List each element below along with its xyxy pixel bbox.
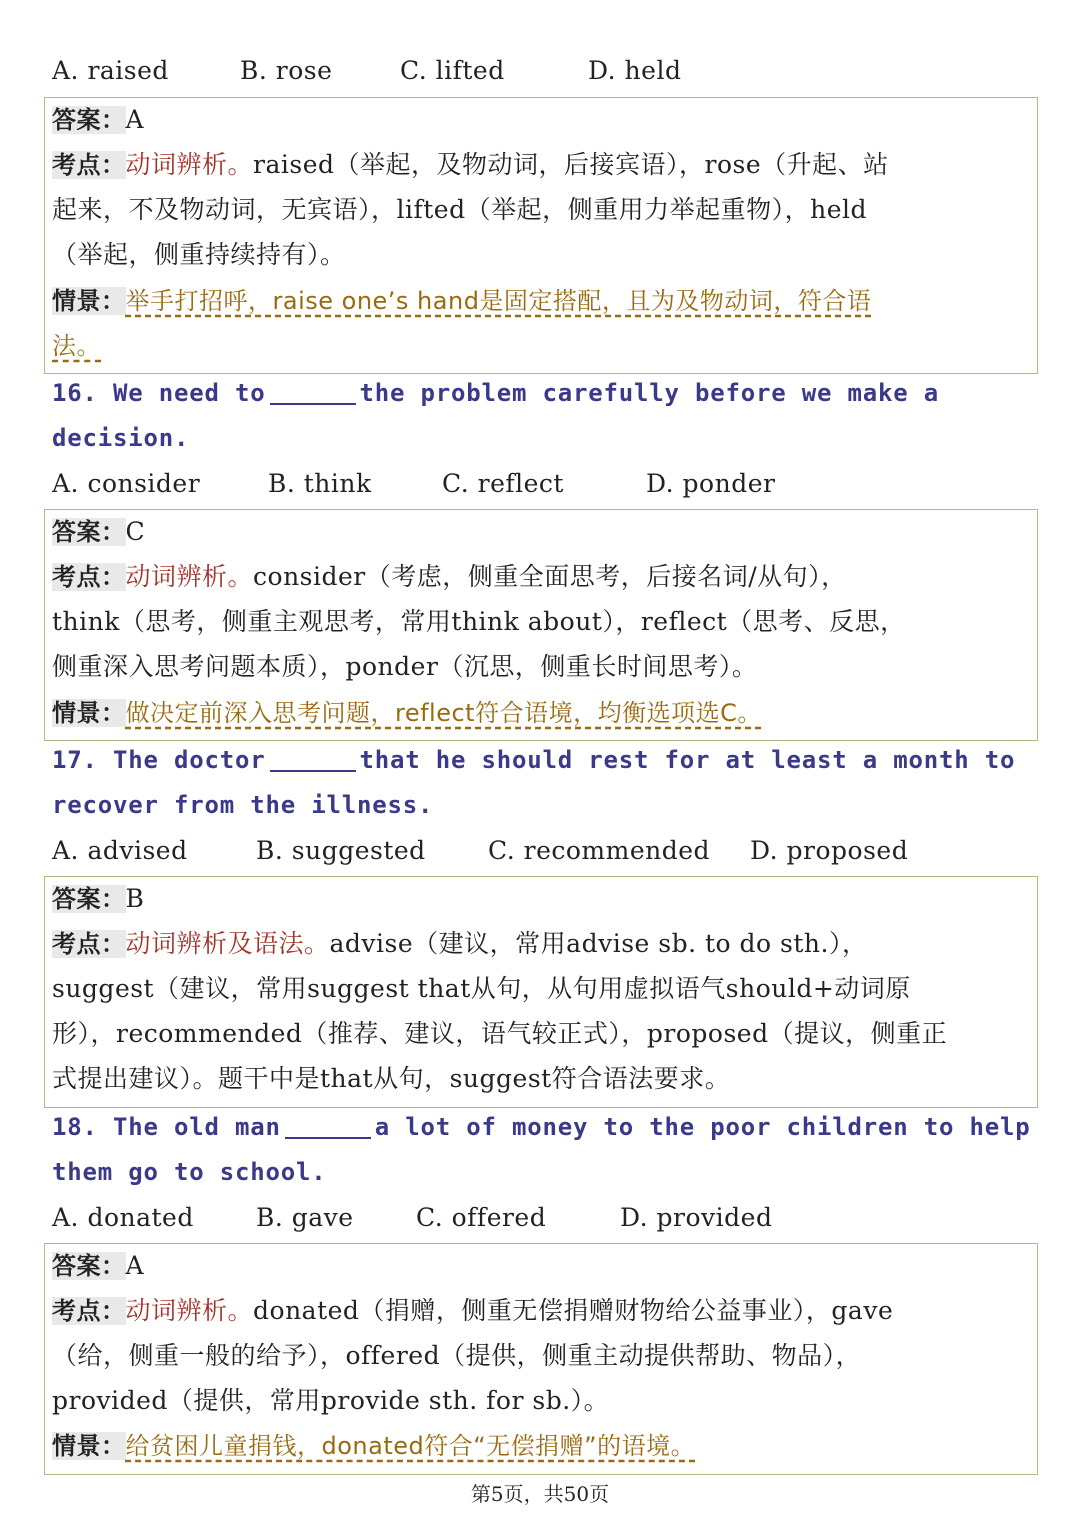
- q18-point-line-3: provided（提供，常用provide sth. for sb.）。: [52, 1386, 610, 1415]
- q16-point-line-3: 侧重深入思考问题本质），ponder（沉思，侧重长时间思考）。: [52, 652, 758, 681]
- answer-label: 答案：: [52, 518, 126, 546]
- answer-value: A: [125, 105, 145, 134]
- q18-answer-line: [52, 1243, 1036, 1288]
- q18-stem-line-1: [52, 1105, 1036, 1150]
- option-c: C. reflect: [442, 469, 564, 498]
- stem-text: the problem carefully before we make a: [359, 379, 939, 407]
- stem-text: 18. The old man: [52, 1113, 281, 1141]
- context-label: 情景：: [52, 287, 126, 315]
- option-b: B. suggested: [256, 836, 426, 865]
- point-category: 动词辨析。: [125, 150, 254, 179]
- context-text: 给贫困儿童捐钱，donated符合“无偿捐赠”的语境。: [125, 1432, 696, 1460]
- context-label: 情景：: [52, 699, 126, 727]
- q18-context-line-1: [52, 1423, 1036, 1468]
- q16-point-line-2: think（思考，侧重主观思考，常用think about），reflect（思考、反思，: [52, 607, 906, 636]
- point-text: raised（举起，及物动词，后接宾语），rose（升起、站: [253, 150, 889, 179]
- option-b: B. rose: [240, 56, 333, 85]
- point-category: 动词辨析。: [125, 562, 254, 591]
- point-category: 动词辨析及语法。: [125, 929, 330, 958]
- option-b: B. think: [268, 469, 372, 498]
- answer-value: B: [125, 884, 145, 913]
- answer-label: 答案：: [52, 106, 126, 134]
- point-label: 考点：: [52, 930, 126, 958]
- option-a: A. raised: [52, 56, 169, 85]
- q16-point-line-1: [52, 554, 1036, 599]
- context-text: 举手打招呼，raise one’s hand是固定搭配，且为及物动词，符合语: [125, 287, 872, 315]
- q17-point-line-3: 形），recommended（推荐、建议，语气较正式），proposed（提议，侧重正: [52, 1019, 948, 1048]
- q16-answer-line: [52, 509, 1036, 554]
- q17-point-line-1: [52, 921, 1036, 966]
- point-text: consider（考虑，侧重全面思考，后接名词/从句），: [253, 562, 847, 591]
- option-c: C. recommended: [488, 836, 711, 865]
- page-footer: 第5页，共50页: [470, 1482, 610, 1506]
- q18-point-line-1: [52, 1288, 1036, 1333]
- answer-blank: [270, 377, 356, 405]
- option-d: D. ponder: [646, 469, 776, 498]
- option-a: A. donated: [52, 1203, 194, 1232]
- option-b: B. gave: [256, 1203, 354, 1232]
- point-label: 考点：: [52, 151, 126, 179]
- q16-stem-line-2: decision.: [52, 424, 190, 452]
- q17-point-line-4: 式提出建议）。题干中是that从句，suggest符合语法要求。: [52, 1064, 731, 1093]
- answer-value: C: [125, 517, 146, 546]
- context-label: 情景：: [52, 1432, 126, 1460]
- option-a: A. advised: [52, 836, 188, 865]
- q17-stem-line-1: [52, 738, 1036, 783]
- q15-point-line-2: 起来，不及物动词，无宾语），lifted（举起，侧重用力举起重物），held: [52, 195, 867, 224]
- q17-answer-line: [52, 876, 1036, 921]
- context-text: 法。: [52, 332, 101, 360]
- stem-text: 17. The doctor: [52, 746, 266, 774]
- q17-stem-line-2: recover from the illness.: [52, 791, 434, 819]
- point-label: 考点：: [52, 1297, 126, 1325]
- q18-point-line-2: （给，侧重一般的给予），offered（提供，侧重主动提供帮助、物品），: [52, 1341, 862, 1370]
- q17-options: [52, 828, 1036, 873]
- q15-context-line-1: [52, 278, 1036, 323]
- option-a: A. consider: [52, 469, 201, 498]
- answer-label: 答案：: [52, 885, 126, 913]
- point-text: advise（建议，常用advise sb. to do sth.），: [329, 929, 868, 958]
- option-d: D. proposed: [750, 836, 909, 865]
- q18-options: [52, 1195, 1036, 1240]
- q18-stem-line-2: them go to school.: [52, 1158, 327, 1186]
- stem-text: a lot of money to the poor children to help: [374, 1113, 1031, 1141]
- answer-blank: [285, 1111, 371, 1139]
- q15-answer-line: [52, 97, 1036, 142]
- context-text: 做决定前深入思考问题，reflect符合语境，均衡选项选C。: [125, 699, 762, 727]
- q16-options: [52, 461, 1036, 506]
- point-category: 动词辨析。: [125, 1296, 254, 1325]
- option-c: C. offered: [416, 1203, 547, 1232]
- answer-value: A: [125, 1251, 145, 1280]
- q15-options: [52, 48, 1036, 93]
- option-d: D. provided: [620, 1203, 773, 1232]
- q16-context-line-1: [52, 690, 1036, 735]
- q16-stem-line-1: [52, 371, 1036, 416]
- answer-blank: [270, 744, 356, 772]
- answer-label: 答案：: [52, 1252, 126, 1280]
- point-label: 考点：: [52, 563, 126, 591]
- q17-point-line-2: suggest（建议，常用suggest that从句，从句用虚拟语气should+动词原: [52, 974, 911, 1003]
- option-c: C. lifted: [400, 56, 505, 85]
- q15-point-line-1: [52, 142, 1036, 187]
- q15-point-line-3: （举起，侧重持续持有）。: [52, 240, 346, 269]
- stem-text: 16. We need to: [52, 379, 266, 407]
- stem-text: that he should rest for at least a month to: [359, 746, 1016, 774]
- option-d: D. held: [588, 56, 682, 85]
- point-text: donated（捐赠，侧重无偿捐赠财物给公益事业），gave: [253, 1296, 894, 1325]
- q15-context-line-2: [52, 323, 1036, 368]
